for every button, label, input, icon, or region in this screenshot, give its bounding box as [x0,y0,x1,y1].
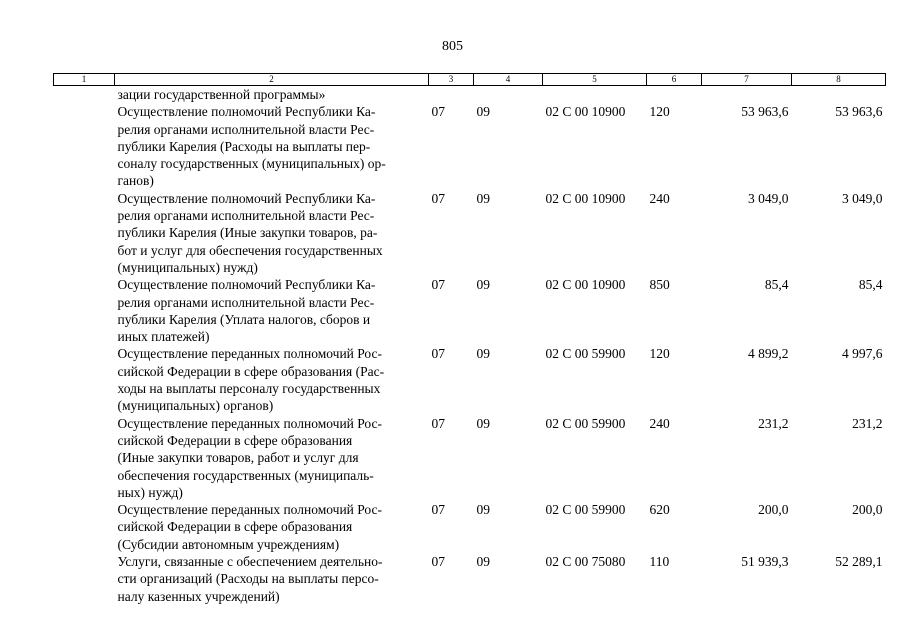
expense-name-line: Осуществление переданных полномочий Рос- [117,346,383,362]
header-col-4: 4 [474,74,543,86]
target-article-code: 02 С 00 59900 [545,502,626,518]
amount-col-8: 3 049,0 [842,190,883,206]
subsection-code: 09 [476,554,490,570]
expense-name-line: Осуществление переданных полномочий Рос- [117,502,383,518]
expense-type-code: 620 [649,502,670,518]
table-header [54,74,886,86]
expense-name [115,190,429,276]
target-article-code: 02 С 00 59900 [545,415,626,431]
table-row [54,103,886,189]
col-1-cell [54,553,115,605]
section-code: 07 [431,190,445,206]
expense-name-line: релия органами исполнительной власти Рес- [117,208,375,224]
col-1-cell [54,276,115,345]
amount-col-8: 200,0 [852,502,883,518]
expense-type-code: 120 [649,346,670,362]
header-col-7: 7 [702,74,792,86]
header-col-1: 1 [54,74,115,86]
subsection-code: 09 [476,346,490,362]
target-article-code: 02 С 00 10900 [545,190,626,206]
expense-name-line: релия органами исполнительной власти Рес- [117,121,375,137]
expense-name-line: соналу государственных (муниципальных) ор- [117,156,386,172]
target-article-code: 02 С 00 10900 [545,277,626,293]
amount-col-7: 53 963,6 [741,104,789,120]
expense-name [115,103,429,189]
amount-col-8 [792,86,886,104]
expense-name-line: (муниципальных) органов) [117,398,274,414]
expense-type-code: 120 [649,104,670,120]
amount-col-8: 4 997,6 [842,346,883,362]
expense-name-line: обеспечения государственных (муниципаль- [117,467,374,483]
expense-name-line: ганов) [117,173,154,189]
subsection-code: 09 [476,104,490,120]
expense-name-line: Осуществление полномочий Республики Ка- [117,277,376,293]
header-row [54,74,886,86]
target-article-code [543,86,647,104]
table-row [54,553,886,605]
expense-name [115,345,429,414]
col-1-cell [54,103,115,189]
expense-name-line: (Субсидии автономным учреждениям) [117,536,340,552]
amount-col-7: 85,4 [764,277,789,293]
subsection-code: 09 [476,277,490,293]
expense-name-line: Услуги, связанные с обеспечением деятельно- [117,554,383,570]
target-article-code: 02 С 00 59900 [545,346,626,362]
subsection-code: 09 [476,415,490,431]
expense-name-line: Осуществление полномочий Республики Ка- [117,190,376,206]
amount-col-7: 231,2 [758,415,789,431]
expense-name-line: публики Карелия (Расходы на выплаты пер- [117,138,371,154]
expense-name-line: публики Карелия (Иные закупки товаров, ра- [117,225,378,241]
expense-name-line: релия органами исполнительной власти Рес- [117,294,375,310]
expense-name-line: налу казенных учреждений) [117,588,280,604]
expense-name-line: сийской Федерации в сфере образования [117,432,353,448]
target-article-code: 02 С 00 10900 [545,104,626,120]
expense-name-line: (муниципальных) нужд) [117,259,258,275]
expense-name-line: бот и услуг для обеспечения государственных [117,242,383,258]
table-row [54,501,886,553]
expense-name [115,415,429,501]
subsection-code: 09 [476,502,490,518]
table-row [54,86,886,104]
expense-name-line: иных платежей) [117,329,210,345]
col-1-cell [54,345,115,414]
expense-name-line: сти организаций (Расходы на выплаты персо- [117,571,379,587]
table-row [54,415,886,501]
expense-name-line: (Иные закупки товаров, работ и услуг для [117,450,359,466]
table-row [54,190,886,276]
section-code: 07 [431,346,445,362]
expense-type-code [647,86,702,104]
header-col-8: 8 [792,74,886,86]
expense-name-line: ходы на выплаты персоналу государственных [117,381,381,397]
header-col-2: 2 [115,74,429,86]
subsection-code [474,86,543,104]
section-code: 07 [431,277,445,293]
col-1-cell [54,86,115,104]
expense-name-line: ных) нужд) [117,484,183,500]
header-col-3: 3 [429,74,474,86]
amount-col-7 [702,86,792,104]
expense-type-code: 240 [649,190,670,206]
page-number: 805 [442,39,463,54]
expense-name-line: сийской Федерации в сфере образования (Рас- [117,363,385,379]
col-1-cell [54,501,115,553]
col-1-cell [54,415,115,501]
expense-type-code: 240 [649,415,670,431]
expense-name [115,501,429,553]
expense-name-line: зации государственной программы» [117,87,326,102]
amount-col-7: 3 049,0 [748,190,789,206]
amount-col-8: 53 963,6 [835,104,883,120]
col-1-cell [54,190,115,276]
target-article-code: 02 С 00 75080 [545,554,626,570]
table-row [54,276,886,345]
expense-type-code: 850 [649,277,670,293]
subsection-code: 09 [476,190,490,206]
expense-type-code: 110 [649,554,670,570]
expense-name [115,86,429,104]
expense-name [115,553,429,605]
amount-col-8: 231,2 [852,415,883,431]
expense-name-line: публики Карелия (Уплата налогов, сборов и [117,311,371,327]
expense-name [115,276,429,345]
section-code: 07 [431,554,445,570]
expense-name-line: Осуществление переданных полномочий Рос- [117,415,383,431]
amount-col-7: 51 939,3 [741,554,789,570]
header-col-5: 5 [543,74,647,86]
table-body [54,86,886,605]
header-col-6: 6 [647,74,702,86]
section-code: 07 [431,502,445,518]
expense-name-line: сийской Федерации в сфере образования [117,519,353,535]
section-code: 07 [431,415,445,431]
section-code [429,86,474,104]
expense-name-line: Осуществление полномочий Республики Ка- [117,104,376,120]
budget-table [53,73,886,605]
amount-col-7: 4 899,2 [748,346,789,362]
amount-col-8: 52 289,1 [835,554,883,570]
amount-col-8: 85,4 [858,277,883,293]
section-code: 07 [431,104,445,120]
table-row [54,345,886,414]
amount-col-7: 200,0 [758,502,789,518]
